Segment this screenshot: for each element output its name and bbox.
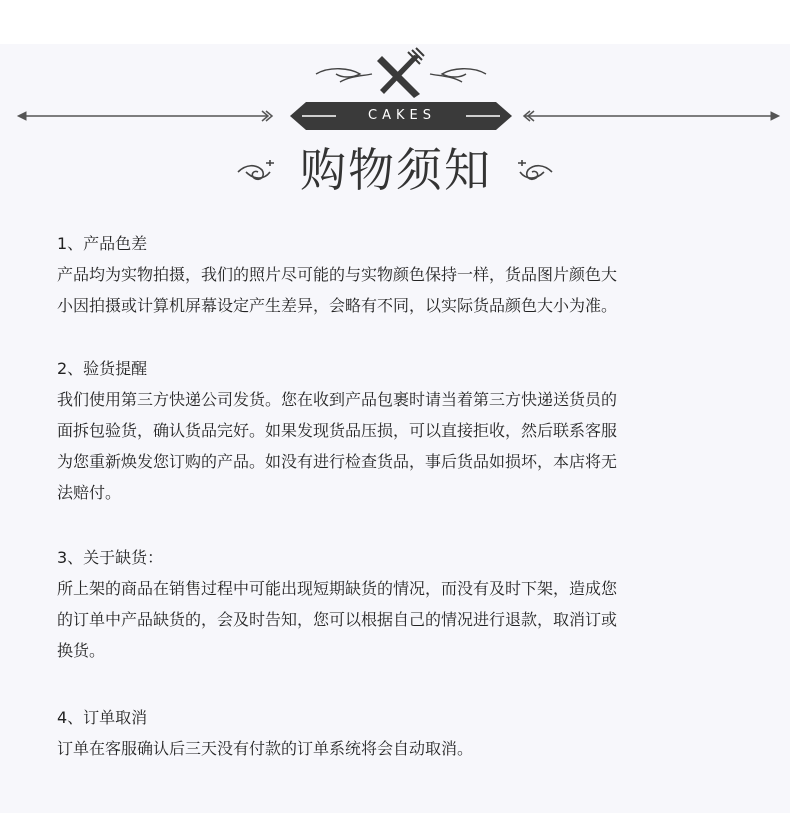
section-color-difference bbox=[57, 228, 757, 321]
ornament-flourish-icon bbox=[238, 160, 274, 179]
section-heading: 1、产品色差 bbox=[57, 234, 148, 253]
paragraph-line: 法赔付。 bbox=[57, 483, 122, 502]
paragraph-line: 订单在客服确认后三天没有付款的订单系统将会自动取消。 bbox=[57, 739, 474, 758]
section-order-cancellation bbox=[57, 702, 757, 764]
paragraph-line: 的订单中产品缺货的，会及时告知，您可以根据自己的情况进行退款，取消订或 bbox=[57, 610, 618, 629]
section-inspection-reminder bbox=[57, 353, 757, 508]
section-heading: 4、订单取消 bbox=[57, 708, 148, 727]
paragraph-line: 我们使用第三方快递公司发货。您在收到产品包裹时请当着第三方快递送货员的 bbox=[57, 390, 618, 409]
paragraph-line: 所上架的商品在销售过程中可能出现短期缺货的情况，而没有及时下架，造成您 bbox=[57, 579, 618, 598]
section-out-of-stock bbox=[57, 542, 757, 666]
page-title: 购物须知 bbox=[300, 143, 492, 197]
paragraph-line: 为您重新焕发您订购的产品。如没有进行检查货品，事后货品如损坏，本店将无 bbox=[57, 452, 618, 471]
fork-knife-icon bbox=[377, 48, 424, 98]
paragraph-line: 产品均为实物拍摄，我们的照片尽可能的与实物颜色保持一样，货品图片颜色大 bbox=[57, 265, 618, 284]
paragraph-line: 换货。 bbox=[57, 641, 106, 660]
section-heading: 3、关于缺货： bbox=[57, 548, 164, 567]
ornament-flourish-icon bbox=[518, 160, 552, 179]
section-heading: 2、验货提醒 bbox=[57, 359, 148, 378]
paragraph-line: 面拆包验货，确认货品完好。如果发现货品压损，可以直接拒收，然后联系客服 bbox=[57, 421, 618, 440]
banner-label: CAKES bbox=[368, 108, 436, 123]
paragraph-line: 小因拍摄或计算机屏幕设定产生差异，会略有不同，以实际货品颜色大小为准。 bbox=[57, 296, 618, 315]
